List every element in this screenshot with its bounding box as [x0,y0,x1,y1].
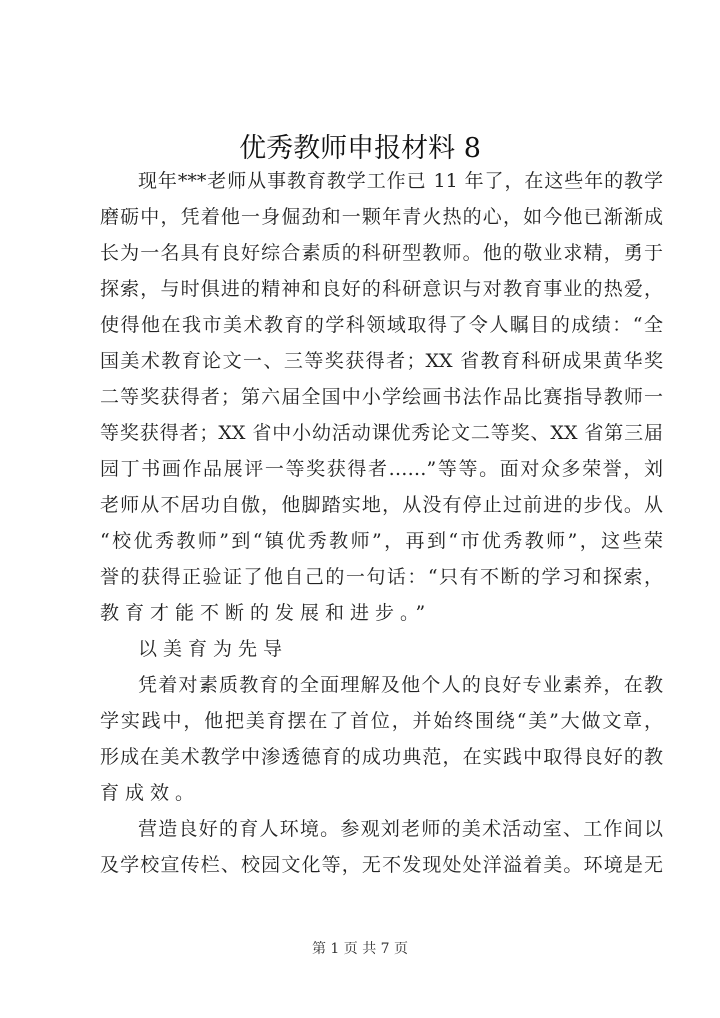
text-line: 形成在美术教学中渗透德育的成功典范，在实践中取得良好的教 [100,746,663,768]
document-body [100,163,663,883]
text-line: 二等奖获得者；第六届全国中小学绘画书法作品比赛指导教师一 [100,386,663,408]
text-line: 营造良好的育人环境。参观刘老师的美术活动室、工作间以 [138,818,663,840]
text-line: 学实践中，他把美育摆在了首位，并始终围绕“美”大做文章， [100,710,663,732]
text-line: 使得他在我市美术教育的学科领域取得了令人瞩目的成绩：“全 [100,314,663,336]
text-line: 探索，与时俱进的精神和良好的科研意识与对教育事业的热爱， [100,278,663,300]
paragraph [100,631,663,667]
page-footer: 第 1 页 共 7 页 [311,941,409,957]
document-title: 优秀教师申报材料 8 [239,133,481,164]
text-line: 磨砺中，凭着他一身倔劲和一颗年青火热的心，如今他已渐渐成 [100,206,663,228]
text-line: 以美育为先导 [138,638,289,660]
paragraph [100,667,663,811]
text-line: “校优秀教师”到“镇优秀教师”，再到“市优秀教师”，这些荣 [100,530,663,552]
text-line: 及学校宣传栏、校园文化等，无不发现处处洋溢着美。环境是无 [100,854,663,876]
text-line: 育成效。 [100,782,201,804]
text-line: 凭着对素质教育的全面理解及他个人的良好专业素养，在教 [138,674,663,696]
text-line: 长为一名具有良好综合素质的科研型教师。他的敬业求精，勇于 [100,242,663,264]
text-line: 老师从不居功自傲，他脚踏实地，从没有停止过前进的步伐。从 [100,494,663,516]
text-line: 等奖获得者；XX 省中小幼活动课优秀论文二等奖、XX 省第三届 [100,422,663,444]
paragraph [100,811,663,883]
text-line: 国美术教育论文一、三等奖获得者；XX 省教育科研成果黄华奖 [100,350,663,372]
text-line: 教育才能不断的发展和进步。” [100,602,432,624]
text-line: 园丁书画作品展评一等奖获得者……”等等。面对众多荣誉，刘 [100,458,663,480]
paragraph [100,163,663,631]
text-line: 誉的获得正验证了他自己的一句话：“只有不断的学习和探索， [100,566,663,588]
text-line: 现年***老师从事教育教学工作已 11 年了，在这些年的教学 [138,170,663,192]
